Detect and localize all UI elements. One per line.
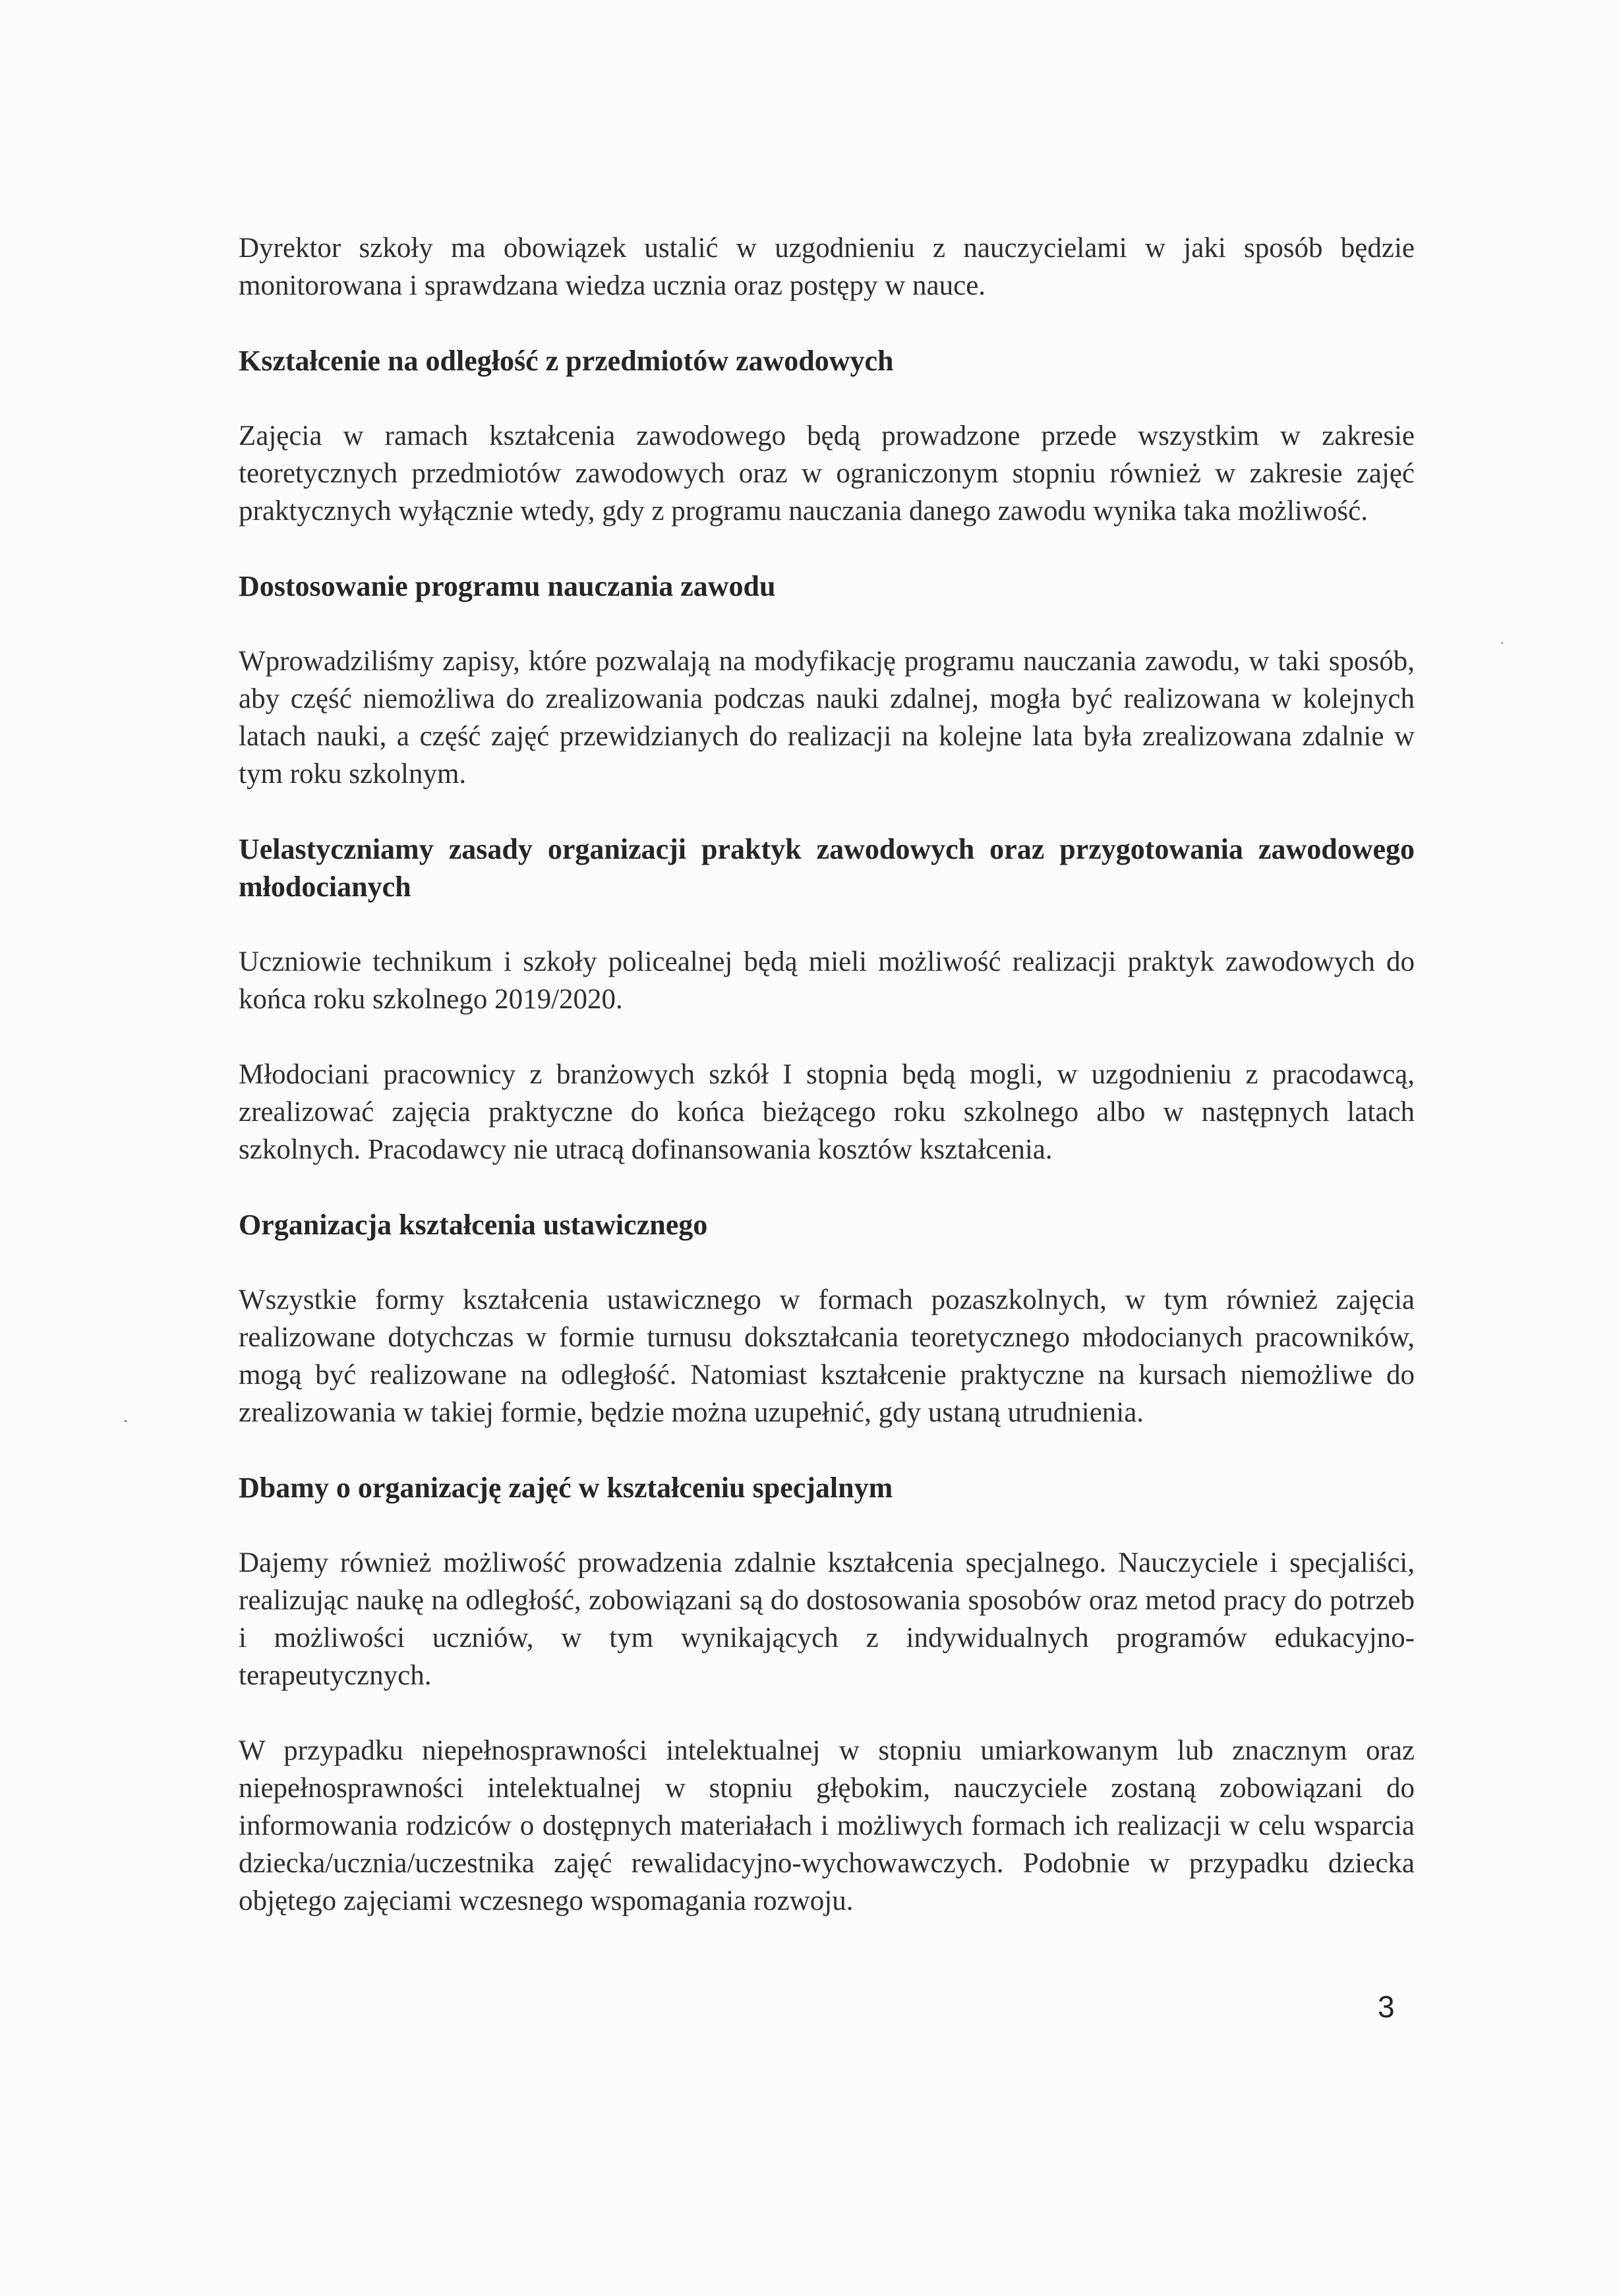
paragraph-curriculum-modification: Wprowadziliśmy zapisy, które pozwalają na modyfikację programu nauczania zawodu, w taki sposób, aby część niemożliwa do zrealizowania podczas nauki zdalnej, mogła być realizowana w kolejnych latach nauki, a część zajęć przewidzianych do realizacji na kolejne lata była zrealizowana zdalnie w tym roku szkolnym.: [239, 646, 1415, 789]
heading-continuing-education: Organizacja kształcenia ustawicznego: [239, 1209, 708, 1241]
paragraph-vocational-classes: Zajęcia w ramach kształcenia zawodowego będą prowadzone przede wszystkim w zakresie teoretycznych przedmiotów zawodowych oraz w ograniczonym stopniu również w zakresie zajęć praktycznych wyłącznie wtedy, gdy z programu nauczania danego zawodu wynika taka możliwość.: [239, 420, 1415, 527]
paragraph-technical-school-practice: Uczniowie technikum i szkoły policealnej będą mieli możliwość realizacji praktyk zawodowych do końca roku szkolnego 2019/2020.: [239, 946, 1415, 1015]
scan-speck: [124, 1420, 127, 1422]
paragraph-young-workers: Młodociani pracownicy z branżowych szkół I stopnia będą mogli, w uzgodnieniu z pracodawcą, zrealizować zajęcia praktyczne do końca bieżącego roku szkolnego albo w następnych latach szkolnych. Pracodawcy nie utracą dofinansowania kosztów kształcenia.: [239, 1059, 1415, 1165]
paragraph-disability-support: W przypadku niepełnosprawności intelektualnej w stopniu umiarkowanym lub znacznym oraz niepełnosprawności intelektualnej w stopniu głębokim, nauczyciele zostaną zobowiązani do informowania rodziców o dostępnych materiałach i możliwych formach ich realizacji w celu wsparcia dziecka/ucznia/uczestnika zajęć rewalidacyjno-wychowawczych. Podobnie w przypadku dziecka objętego zajęciami wczesnego wspomagania rozwoju.: [239, 1735, 1415, 1916]
paragraph-continuing-education-forms: Wszystkie formy kształcenia ustawicznego w formach pozaszkolnych, w tym również zajęcia realizowane dotychczas w formie turnusu dokształcania teoretycznego młodocianych pracowników, mogą być realizowane na odległość. Natomiast kształcenie praktyczne na kursach niemożliwe do zrealizowania w takiej formie, będzie można uzupełnić, gdy ustaną utrudnienia.: [239, 1284, 1415, 1428]
heading-vocational-distance: Kształcenie na odległość z przedmiotów zawodowych: [239, 345, 894, 377]
page-number: 3: [1378, 1990, 1395, 2024]
scan-speck: [1501, 642, 1503, 644]
paragraph-monitoring: Dyrektor szkoły ma obowiązek ustalić w uzgodnieniu z nauczycielami w jaki sposób będzie monitorowana i sprawdzana wiedza ucznia oraz postępy w nauce.: [239, 233, 1415, 301]
heading-curriculum-adjustment: Dostosowanie programu nauczania zawodu: [239, 570, 776, 602]
heading-apprenticeship-rules: Uelastyczniamy zasady organizacji praktyk zawodowych oraz przygotowania zawodowego młodocianych: [239, 833, 1415, 903]
heading-special-education: Dbamy o organizację zajęć w kształceniu specjalnym: [239, 1472, 893, 1504]
document-body: [239, 229, 1415, 1957]
paragraph-special-education-remote: Dajemy również możliwość prowadzenia zdalnie kształcenia specjalnego. Nauczyciele i specjaliści, realizując naukę na odległość, zobowiązani są do dostosowania sposobów oraz metod pracy do potrzeb i możliwości uczniów, w tym wynikających z indywidualnych programów edukacyjno-terapeutycznych.: [239, 1547, 1415, 1691]
